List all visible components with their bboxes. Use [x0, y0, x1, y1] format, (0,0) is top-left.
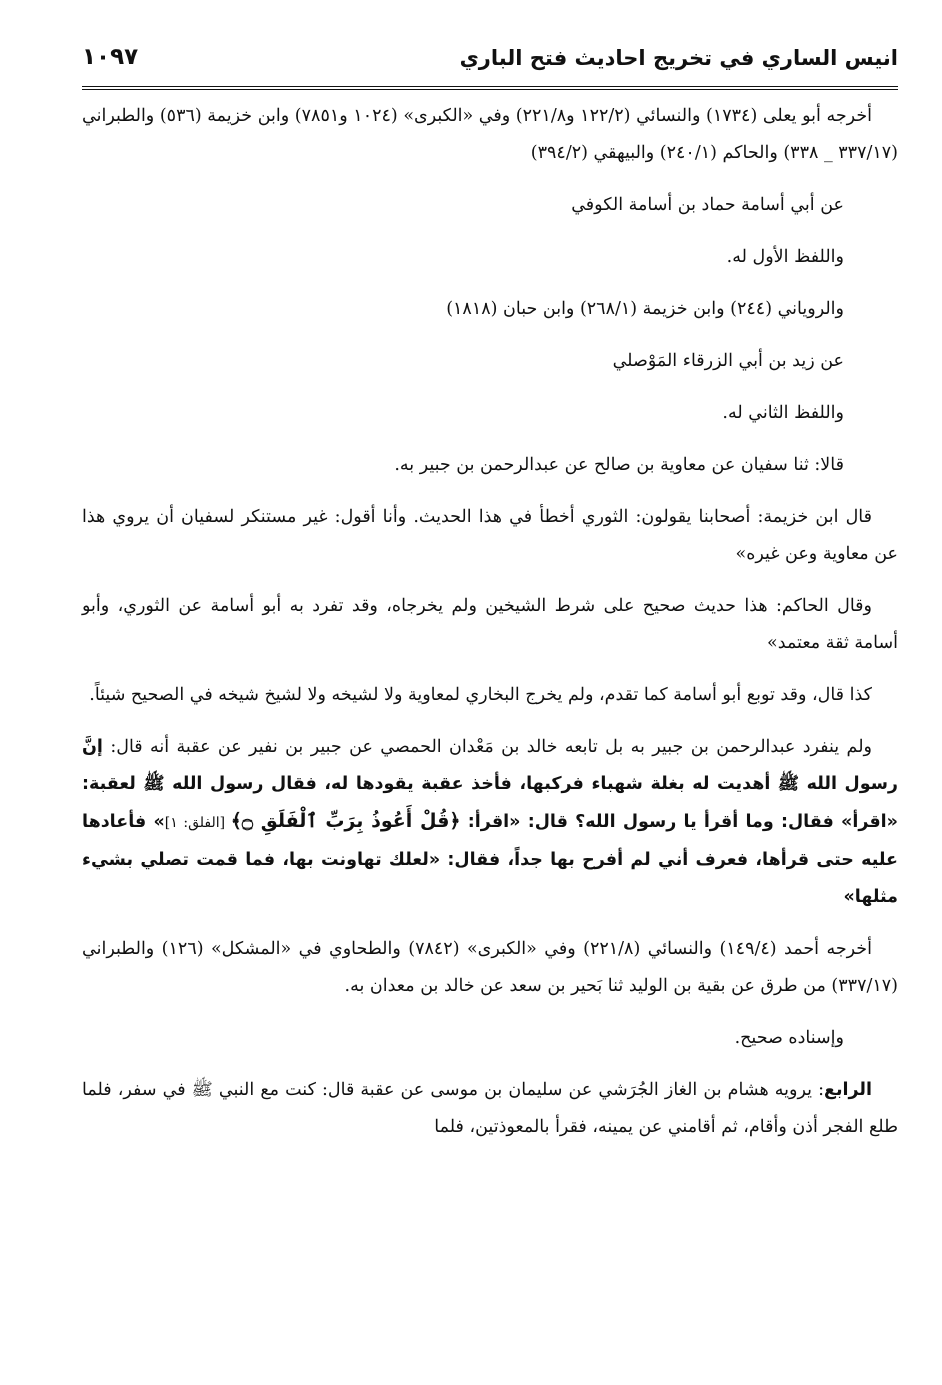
hadith-matn-end: » فأعادها عليه حتى قرأها، فعرف أني لم أفرح بها جداً، فقال: «لعلك تهاونت بها، فما قمت تصلي بشيء مثلها» [82, 812, 898, 907]
paragraph-hakim: وقال الحاكم: هذا حديث صحيح على شرط الشيخين ولم يخرجاه، وقد تفرد به أبو أسامة عن الثوري، وأبو أسامة ثقة معتمد» [82, 596, 898, 653]
paragraph-grading: وإسناده صحيح. [734, 1028, 844, 1048]
page-body [82, 98, 898, 1161]
verse-reference: [الفلق: ١] [164, 815, 231, 831]
page-header [82, 40, 898, 84]
paragraph-wording-2: واللفظ الثاني له. [722, 403, 844, 423]
hadith-matn: إنَّ رسول الله ﷺ أهديت له بغلة شهباء فركبها، فأخذ عقبة يقودها له، فقال رسول الله ﷺ لعقبة: «اقرأ» فقال: وما أقرأ يا رسول الله؟ قال: «اقرأ: [82, 737, 898, 832]
paragraph-hadith-text [82, 729, 898, 916]
paragraph-wording-1: واللفظ الأول له. [726, 247, 844, 267]
hadith-intro: ولم ينفرد عبدالرحمن بن جبير به بل تابعه خالد بن مَعْدان الحمصي عن جبير بن نفير عن عقبة أنه قال: [102, 737, 872, 757]
paragraph-chain: قالا: ثنا سفيان عن معاوية بن صالح عن عبدالرحمن بن جبير به. [394, 455, 844, 475]
paragraph-narrator-2: عن زيد بن أبي الزرقاء المَوْصلي [612, 351, 844, 371]
paragraph-ibn-khuzayma: قال ابن خزيمة: أصحابنا يقولون: الثوري أخطأ في هذا الحديث. وأنا أقول: غير مستنكر لسفيان أن يروي هذا عن معاوية وعن غيره» [82, 507, 898, 564]
paragraph-takhrij-1: أخرجه أبو يعلى (١٧٣٤) والنسائي (١٢٢/٢ و٢٢١/٨) وفي «الكبرى» (١٠٢٤ و٧٨٥١) وابن خزيمة (٥٣٦) والطبراني (٣٣٧/١٧ _ ٣٣٨) والحاكم (٢٤٠/١) والبيهقي (٣٩٤/٢) [82, 106, 898, 163]
header-rule [82, 86, 898, 90]
paragraph-takhrij-3: أخرجه أحمد (١٤٩/٤) والنسائي (٢٢١/٨) وفي «الكبرى» (٧٨٤٢) والطحاوي في «المشكل» (١٢٦) والطبراني (٣٣٧/١٧) من طرق عن بقية بن الوليد ثنا بَحير بن سعد عن خالد بن معدان به. [82, 939, 898, 996]
fourth-route-text: : يرويه هشام بن الغاز الجُرَشي عن سليمان بن موسى عن عقبة قال: كنت مع النبي ﷺ في سفر، فلما طلع الفجر أذن وأقام، ثم أقامني عن يمينه، فقرأ بالمعوذتين، فلما [82, 1080, 898, 1137]
book-title: انيس الساري في تخريج احاديث فتح الباري [459, 46, 898, 70]
page-number: ١٠٩٧ [82, 44, 139, 70]
section-label: الرابع [824, 1080, 872, 1100]
quran-verse: ﴿قُلْ أَعُوذُ بِرَبِّ ٱلْفَلَقِ ۝﴾ [230, 810, 461, 832]
paragraph-fourth-route [82, 1072, 898, 1146]
paragraph-takhrij-2: والروياني (٢٤٤) وابن خزيمة (٢٦٨/١) وابن حبان (١٨١٨) [446, 299, 844, 319]
paragraph-comment: كذا قال، وقد توبع أبو أسامة كما تقدم، ولم يخرج البخاري لمعاوية ولا لشيخه ولا لشيخ شيخه في الصحيح شيئاً. [89, 685, 872, 705]
paragraph-narrator-1: عن أبي أسامة حماد بن أسامة الكوفي [571, 195, 844, 215]
